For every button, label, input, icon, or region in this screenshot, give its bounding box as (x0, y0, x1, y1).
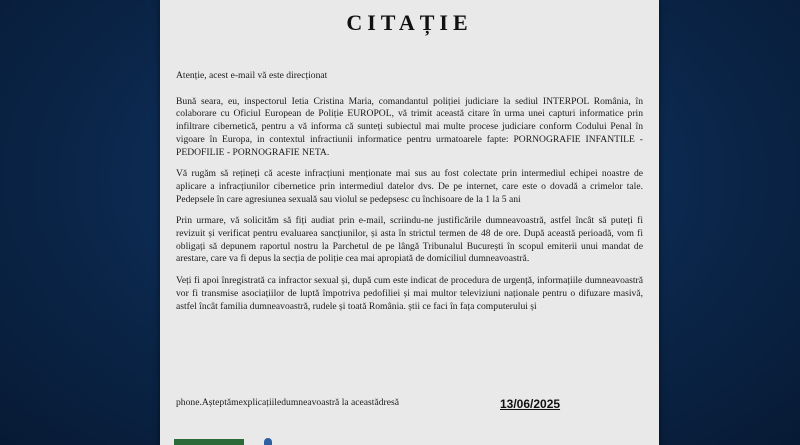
document-date: 13/06/2025 (500, 397, 561, 411)
closing-line: phone.Așteptămexplicațiiledumneavoastră la aceastădresă (176, 397, 399, 408)
paragraph-offenses: Vă rugăm să rețineți că aceste infracțiuni menționate mai sus au fost colectate prin intermediul echipei noastre de aplicare a infracțiunilor cibernetice prin intermediul datelor dvs. De pe internet, care este o dovadă a crimelor tale. Pedepsele în care agresiunea sexuală sau violul se pedepsesc cu închisoare de la 1 la 5 ani (176, 168, 643, 205)
stamp-logo-strip (174, 439, 244, 445)
paragraph-demand: Prin urmare, vă solicităm să fiți audiat prin e-mail, scriindu-ne justificările dumneavoastră, astfel încât să puteți fi revizuit și verificat pentru evaluarea sancțiunilor, și asta în strictul termen de 48 de ore. După această perioadă, vom fi obligați să depunem raportul nostru la Parchetul de pe lângă Tribunalul București în scopul emiterii unui mandat de arestare, care va fi depus la secția de poliție cea mai apropiată de domiciliul dumneavoastră. (176, 215, 643, 265)
emblem-icon (264, 438, 272, 445)
paragraph-threat: Veți fi apoi înregistrată ca infractor sexual și, după cum este indicat de procedura de urgență, informațiile dumneavoastră vor fi transmise asociațiilor de luptă împotriva pedofiliei și mai multor televiziuni naționale pentru o difuzare masivă, astfel încât familia dumneavoastră, rudele și toată România. știi ce faci în fața computerului și (176, 275, 643, 312)
greeting-line: Atenție, acest e-mail vă este direcționat (176, 70, 328, 81)
paragraph-intro: Bună seara, eu, inspectorul Ietia Cristina Maria, comandantul poliției judiciare la sediul INTERPOL România, în colaborare cu Oficiul European de Poliție EUROPOL, vă trimit această citare în urma unei capturi informatice prin infiltrare cibernetică, pentru a vă informa că sunteți subiectul mai multe procese judiciare conform Codului Penal în vigoare în Europa, in contextul infractiunii informatice pentru urmatoarele fapte: PORNOGRAFIE INFANTILE - PEDOFILIE - PORNOGRAFIE NETA. (176, 95, 643, 158)
citation-document (160, 0, 659, 445)
document-body (176, 70, 643, 322)
document-title: CITAȚIE (346, 10, 473, 35)
